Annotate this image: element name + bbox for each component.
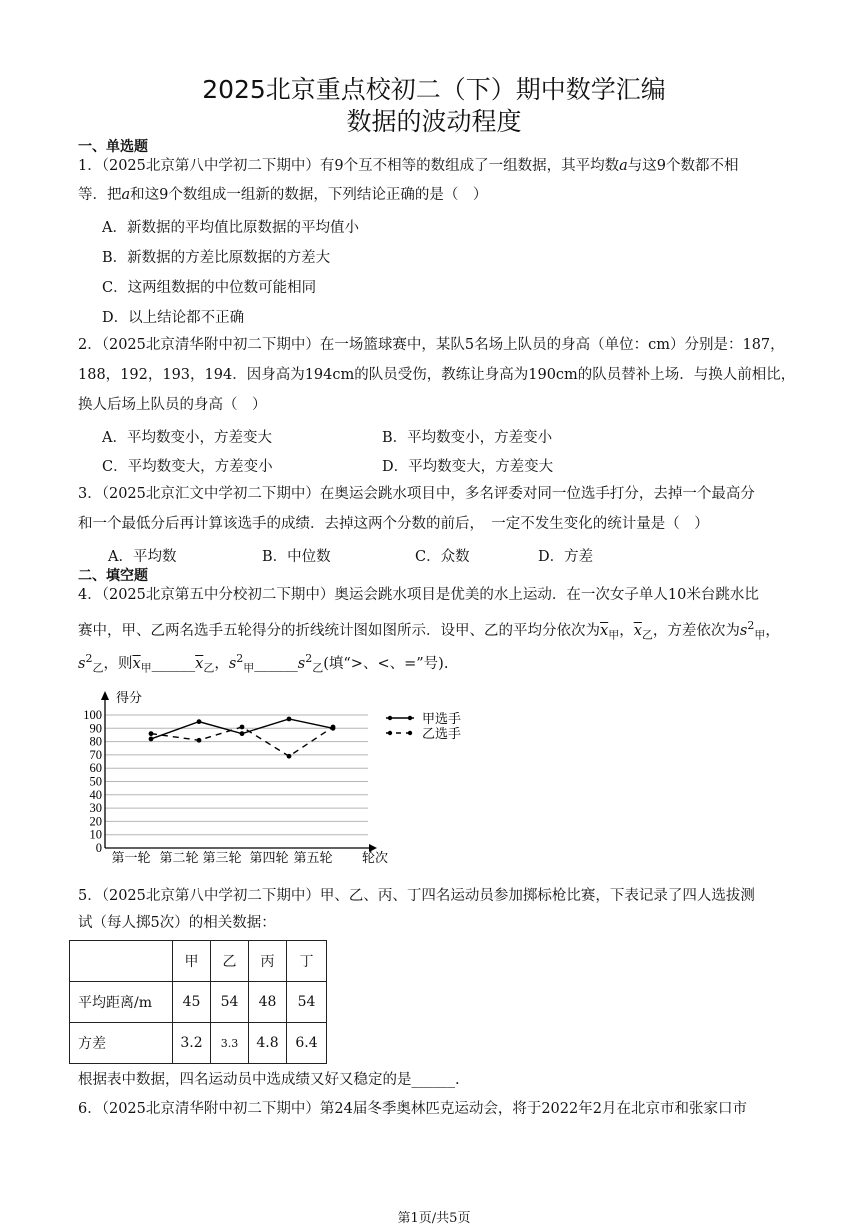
table-cell: 3.3 (211, 1023, 249, 1064)
question-2-line-1: 2．（2025北京清华附中初二下期中）在一场篮球赛中，某队5名场上队员的身高（单位：cm）分别是：187， (78, 337, 785, 353)
question-3-option-d: D．方差 (538, 549, 594, 565)
y-tick-label: 10 (89, 827, 102, 842)
legend-marker (408, 716, 412, 720)
legend-label: 甲选手 (422, 712, 462, 727)
table-cell: 54 (211, 982, 249, 1023)
question-3-option-c: C．众数 (415, 549, 470, 565)
question-2-option-b: B．平均数变小，方差变小 (382, 430, 553, 446)
y-tick-label: 80 (89, 734, 102, 749)
question-4-line-3: $s^2_乙$，则$\overline{x}_甲\_\_\_\_\_\_\overline{x}_乙$，$s^2_甲\_\_\_\_\_\_s^2_乙$(填“>、<、=”号). (78, 652, 449, 675)
table-cell: 54 (287, 982, 327, 1023)
section-heading-fill-blank: 二、填空题 (78, 568, 148, 584)
y-tick-label: 60 (89, 761, 102, 776)
table-cell: 48 (249, 982, 287, 1023)
question-5-line-2: 试（每人掷5次）的相关数据： (78, 915, 276, 931)
table-cell: 4.8 (249, 1023, 287, 1064)
x-axis-label: 轮次 (362, 851, 389, 866)
data-point (287, 717, 292, 722)
x-tick-label: 第四轮 (249, 851, 289, 866)
table-cell: 平均距离/m (70, 982, 173, 1023)
data-point (240, 725, 245, 730)
question-4-line-1: 4．（2025北京第五中分校初二下期中）奥运会跳水项目是优美的水上运动．在一次女子单人10米台跳水比 (78, 587, 759, 603)
table-row (70, 1023, 327, 1064)
question-3-line-2: 和一个最低分后再计算该选手的成绩．去掉这两个分数的前后， 一定不发生变化的统计量是（ ） (78, 516, 709, 532)
table-cell: 丁 (287, 941, 327, 982)
data-point (331, 725, 336, 730)
table-cell: 甲 (173, 941, 211, 982)
question-1-option-d: D．以上结论都不正确 (102, 310, 245, 326)
x-tick-label: 第五轮 (293, 851, 333, 866)
legend-marker (388, 731, 392, 735)
table-cell: 3.2 (173, 1023, 211, 1064)
table-cell (70, 941, 173, 982)
y-tick-label: 30 (89, 801, 102, 816)
x-tick-label: 第三轮 (202, 851, 242, 866)
document-title: 2025北京重点校初二（下）期中数学汇编 (202, 75, 666, 104)
y-tick-label: 100 (83, 708, 102, 722)
y-tick-label: 70 (89, 747, 102, 762)
question-5-line-1: 5．（2025北京第八中学初二下期中）甲、乙、丙、丁四名运动员参加掷标枪比赛，下表记录了四人选拔测 (78, 888, 755, 904)
y-tick-label: 50 (89, 774, 102, 789)
question-3-option-a: A．平均数 (108, 549, 177, 565)
table-cell: 方差 (70, 1023, 173, 1064)
document-subtitle: 数据的波动程度 (346, 107, 522, 136)
question-2-option-c: C．平均数变大，方差变小 (102, 459, 273, 475)
table-row (70, 982, 327, 1023)
legend-marker (388, 716, 392, 720)
data-point (149, 737, 154, 742)
question-4-line-2: 赛中，甲、乙两名选手五轮得分的折线统计图如图所示．设甲、乙的平均分依次为$\overline{x}_甲$，$\overline{x}_乙$，方差依次为$s^2_甲$， (78, 619, 780, 642)
table-cell: 丙 (249, 941, 287, 982)
javelin-data-table (69, 940, 327, 1064)
y-axis-arrow-icon (101, 691, 109, 700)
question-1-option-c: C．这两组数据的中位数可能相同 (102, 280, 317, 296)
question-2-line-3: 换人后场上队员的身高（ ） (78, 397, 267, 413)
y-tick-label: 90 (89, 721, 102, 736)
section-heading-single-choice: 一、单选题 (78, 139, 148, 155)
table-header-row (70, 941, 327, 982)
data-point (197, 719, 202, 724)
x-tick-label: 第一轮 (111, 851, 151, 866)
legend-marker (408, 731, 412, 735)
y-tick-label: 40 (89, 787, 102, 802)
question-2-option-d: D．平均数变大，方差变大 (382, 459, 554, 475)
data-point (287, 754, 292, 759)
table-cell: 6.4 (287, 1023, 327, 1064)
data-point (197, 738, 202, 743)
table-cell: 45 (173, 982, 211, 1023)
question-6-line-1: 6．（2025北京清华附中初二下期中）第24届冬季奥林匹克运动会，将于2022年2月在北京市和张家口市 (78, 1101, 747, 1117)
data-point (240, 731, 245, 736)
question-2-line-2: 188，192，193，194．因身高为194cm的队员受伤，教练让身高为190cm的队员替补上场．与换人前相比， (78, 367, 796, 383)
question-5-answer-line: 根据表中数据，四名运动员中选成绩又好又稳定的是______. (78, 1072, 460, 1088)
question-3-option-b: B．中位数 (262, 549, 331, 565)
score-line-chart (78, 686, 478, 866)
legend-label: 乙选手 (422, 727, 462, 742)
y-tick-label: 20 (89, 814, 102, 829)
y-tick-label: 0 (95, 841, 102, 855)
page-footer: 第1页/共5页 (397, 1211, 471, 1226)
data-point (149, 731, 154, 736)
question-2-option-a: A．平均数变小，方差变大 (102, 430, 272, 446)
y-axis-label: 得分 (116, 691, 143, 706)
question-3-line-1: 3．（2025北京汇文中学初二下期中）在奥运会跳水项目中，多名评委对同一位选手打分，去掉一个最高分 (78, 486, 755, 502)
question-1-line-2: 等．把a和这9个数组成一组新的数据，下列结论正确的是（ ） (78, 187, 488, 203)
question-1-option-a: A．新数据的平均值比原数据的平均值小 (102, 220, 359, 236)
question-1-line-1: 1．（2025北京第八中学初二下期中）有9个互不相等的数组成了一组数据，其平均数a与这9个数都不相 (78, 158, 739, 174)
question-1-option-b: B．新数据的方差比原数据的方差大 (102, 250, 331, 266)
table-cell: 乙 (211, 941, 249, 982)
x-tick-label: 第二轮 (159, 851, 199, 866)
